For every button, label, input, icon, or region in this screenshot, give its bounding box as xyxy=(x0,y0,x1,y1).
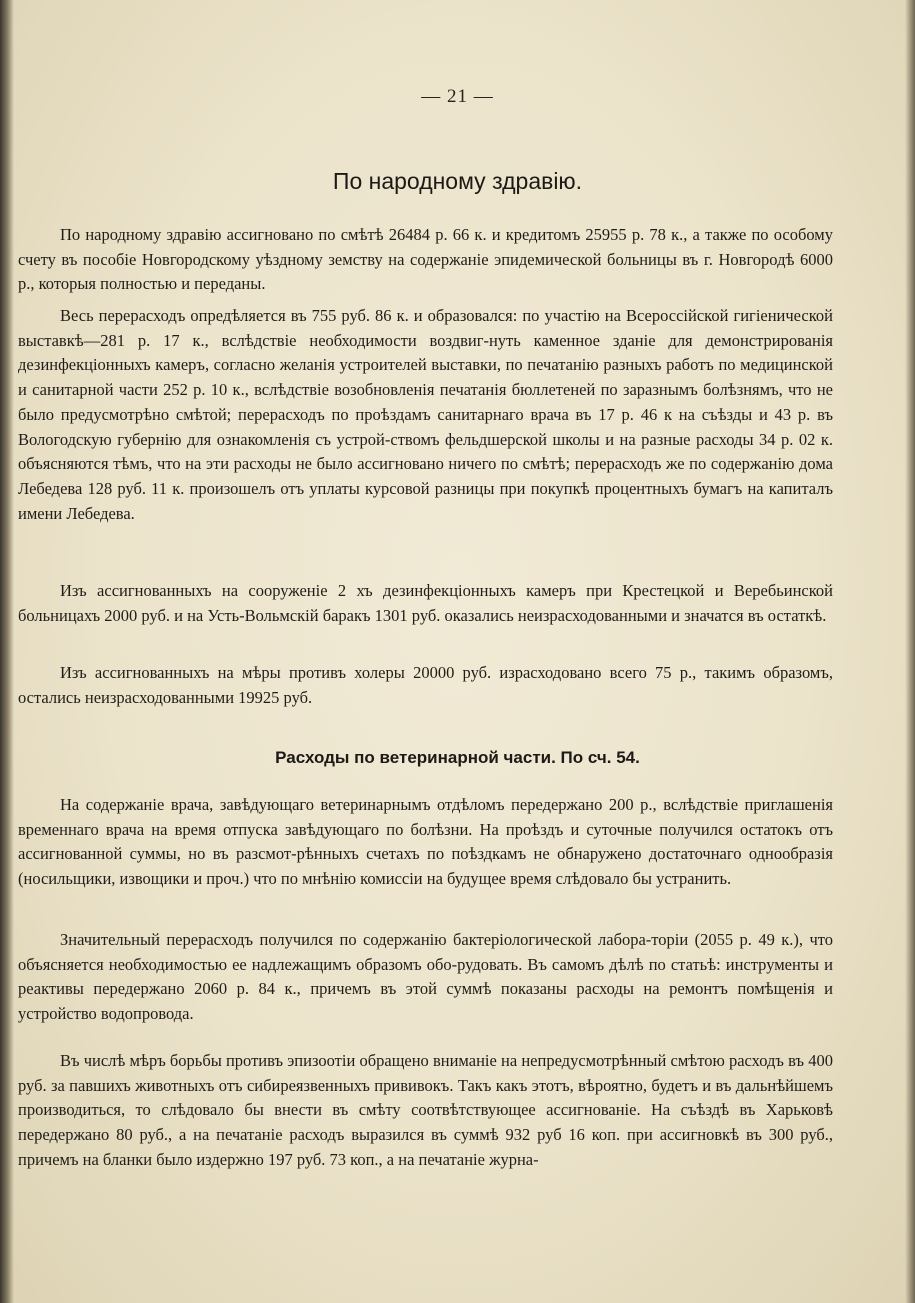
page-edge-shadow-right xyxy=(905,0,915,1303)
paragraph-health-assignment: По народному здравію ассигновано по смѣтѣ 26484 р. 66 к. и кредитомъ 25955 р. 78 к., а также по особому счету въ пособіе Новгородскому уѣздному земству на содержаніе эпидемической больницы въ г. Новгородѣ 6000 р., которыя полностью и переданы. xyxy=(18,225,833,294)
paragraph-bacteriology-lab: Значительный перерасходъ получился по содержанію бактеріологической лабора-торіи (2055 р. 49 к.), что объясняется необходимостью ее надлежащимъ образомъ обо-рудовать. Въ самомъ дѣлѣ по статьѣ: инструменты и реактивы передержано 2060 р. 84 к., причемъ въ этой суммѣ показаны расходы на ремонтъ помѣщенія и устройство водопровода. xyxy=(18,930,833,1024)
paragraph-epizootic-measures: Въ числѣ мѣръ борьбы противъ эпизоотіи обращено вниманіе на непредусмотрѣнный смѣтою расходъ въ 400 руб. за павшихъ животныхъ отъ сибиреязвенныхъ прививокъ. Такъ какъ этотъ, вѣроятно, будетъ и въ дальнѣйшемъ производиться, то слѣдовало бы внести въ смѣту соотвѣтствующее ассигнованіе. На съѣздѣ въ Харьковѣ передержано 80 руб., а на печатаніе расходъ выразился въ суммѣ 932 руб 16 коп. при ассигновкѣ въ 300 руб., причемъ на бланки было издержно 197 руб. 73 коп., а на печатаніе журна- xyxy=(18,1051,833,1169)
paragraph-health-overspend: Весь перерасходъ опредѣляется въ 755 руб. 86 к. и образовался: по участію на Всероссійской гигіенической выставкѣ—281 р. 17 к., вслѣдствіе необходимости воздвиг-нуть каменное зданіе для демонстрированія дезинфекціонныхъ камеръ, согласно желанія устроителей выставки, по печатанію разныхъ работъ по медицинской и санитарной части 252 р. 10 к., вслѣдствіе возобновленія печатанія бюллетеней по заразнымъ болѣзнямъ, что не было предусмотрѣно смѣтой; перерасходъ по проѣздамъ санитарнаго врача въ 17 р. 46 к на съѣзды и 43 р. въ Вологодскую губернію для ознакомленія съ устрой-ствомъ фельдшерской школы и на разные расходы 34 р. 02 к. объясняются тѣмъ, что на эти расходы не было ассигновано ничего по смѣтѣ; перерасходъ же по содержанію дома Лебедева 128 руб. 11 к. произошелъ отъ уплаты курсовой разницы при покупкѣ процентныхъ бумагъ на капиталъ имени Лебедева. xyxy=(18,306,833,523)
page-edge-shadow-left xyxy=(0,0,14,1303)
paragraph-cholera-measures: Изъ ассигнованныхъ на мѣры противъ холеры 20000 руб. израсходовано всего 75 р., такимъ образомъ, остались неизрасходованными 19925 руб. xyxy=(18,663,833,707)
section-title-public-health: По народному здравію. xyxy=(332,168,583,194)
paragraph-disinfection-chambers: Изъ ассигнованныхъ на сооруженіе 2 хъ дезинфекціонныхъ камеръ при Крестецкой и Веребьинской больницахъ 2000 руб. и на Усть-Вольмскій баракъ 1301 руб. оказались неизрасходованными и значатся въ остаткѣ. xyxy=(18,581,833,625)
page-number: — 21 — xyxy=(421,86,494,107)
paragraph-veterinary-doctor: На содержаніе врача, завѣдующаго ветеринарнымъ отдѣломъ передержано 200 р., вслѣдствіе приглашенія временнаго врача на время отпуска завѣдующаго по болѣзни. На проѣздъ и суточные получился остатокъ отъ ассигнованной суммы, но въ разсмот-рѣнныхъ счетахъ по поѣздкамъ не обнаружено достаточнаго однообразія (носильщики, извощики и проч.) что по мнѣнію комиссіи на будущее время слѣдовало бы устранить. xyxy=(18,795,833,889)
section-title-veterinary: Расходы по ветеринарной части. По сч. 54. xyxy=(275,748,640,767)
